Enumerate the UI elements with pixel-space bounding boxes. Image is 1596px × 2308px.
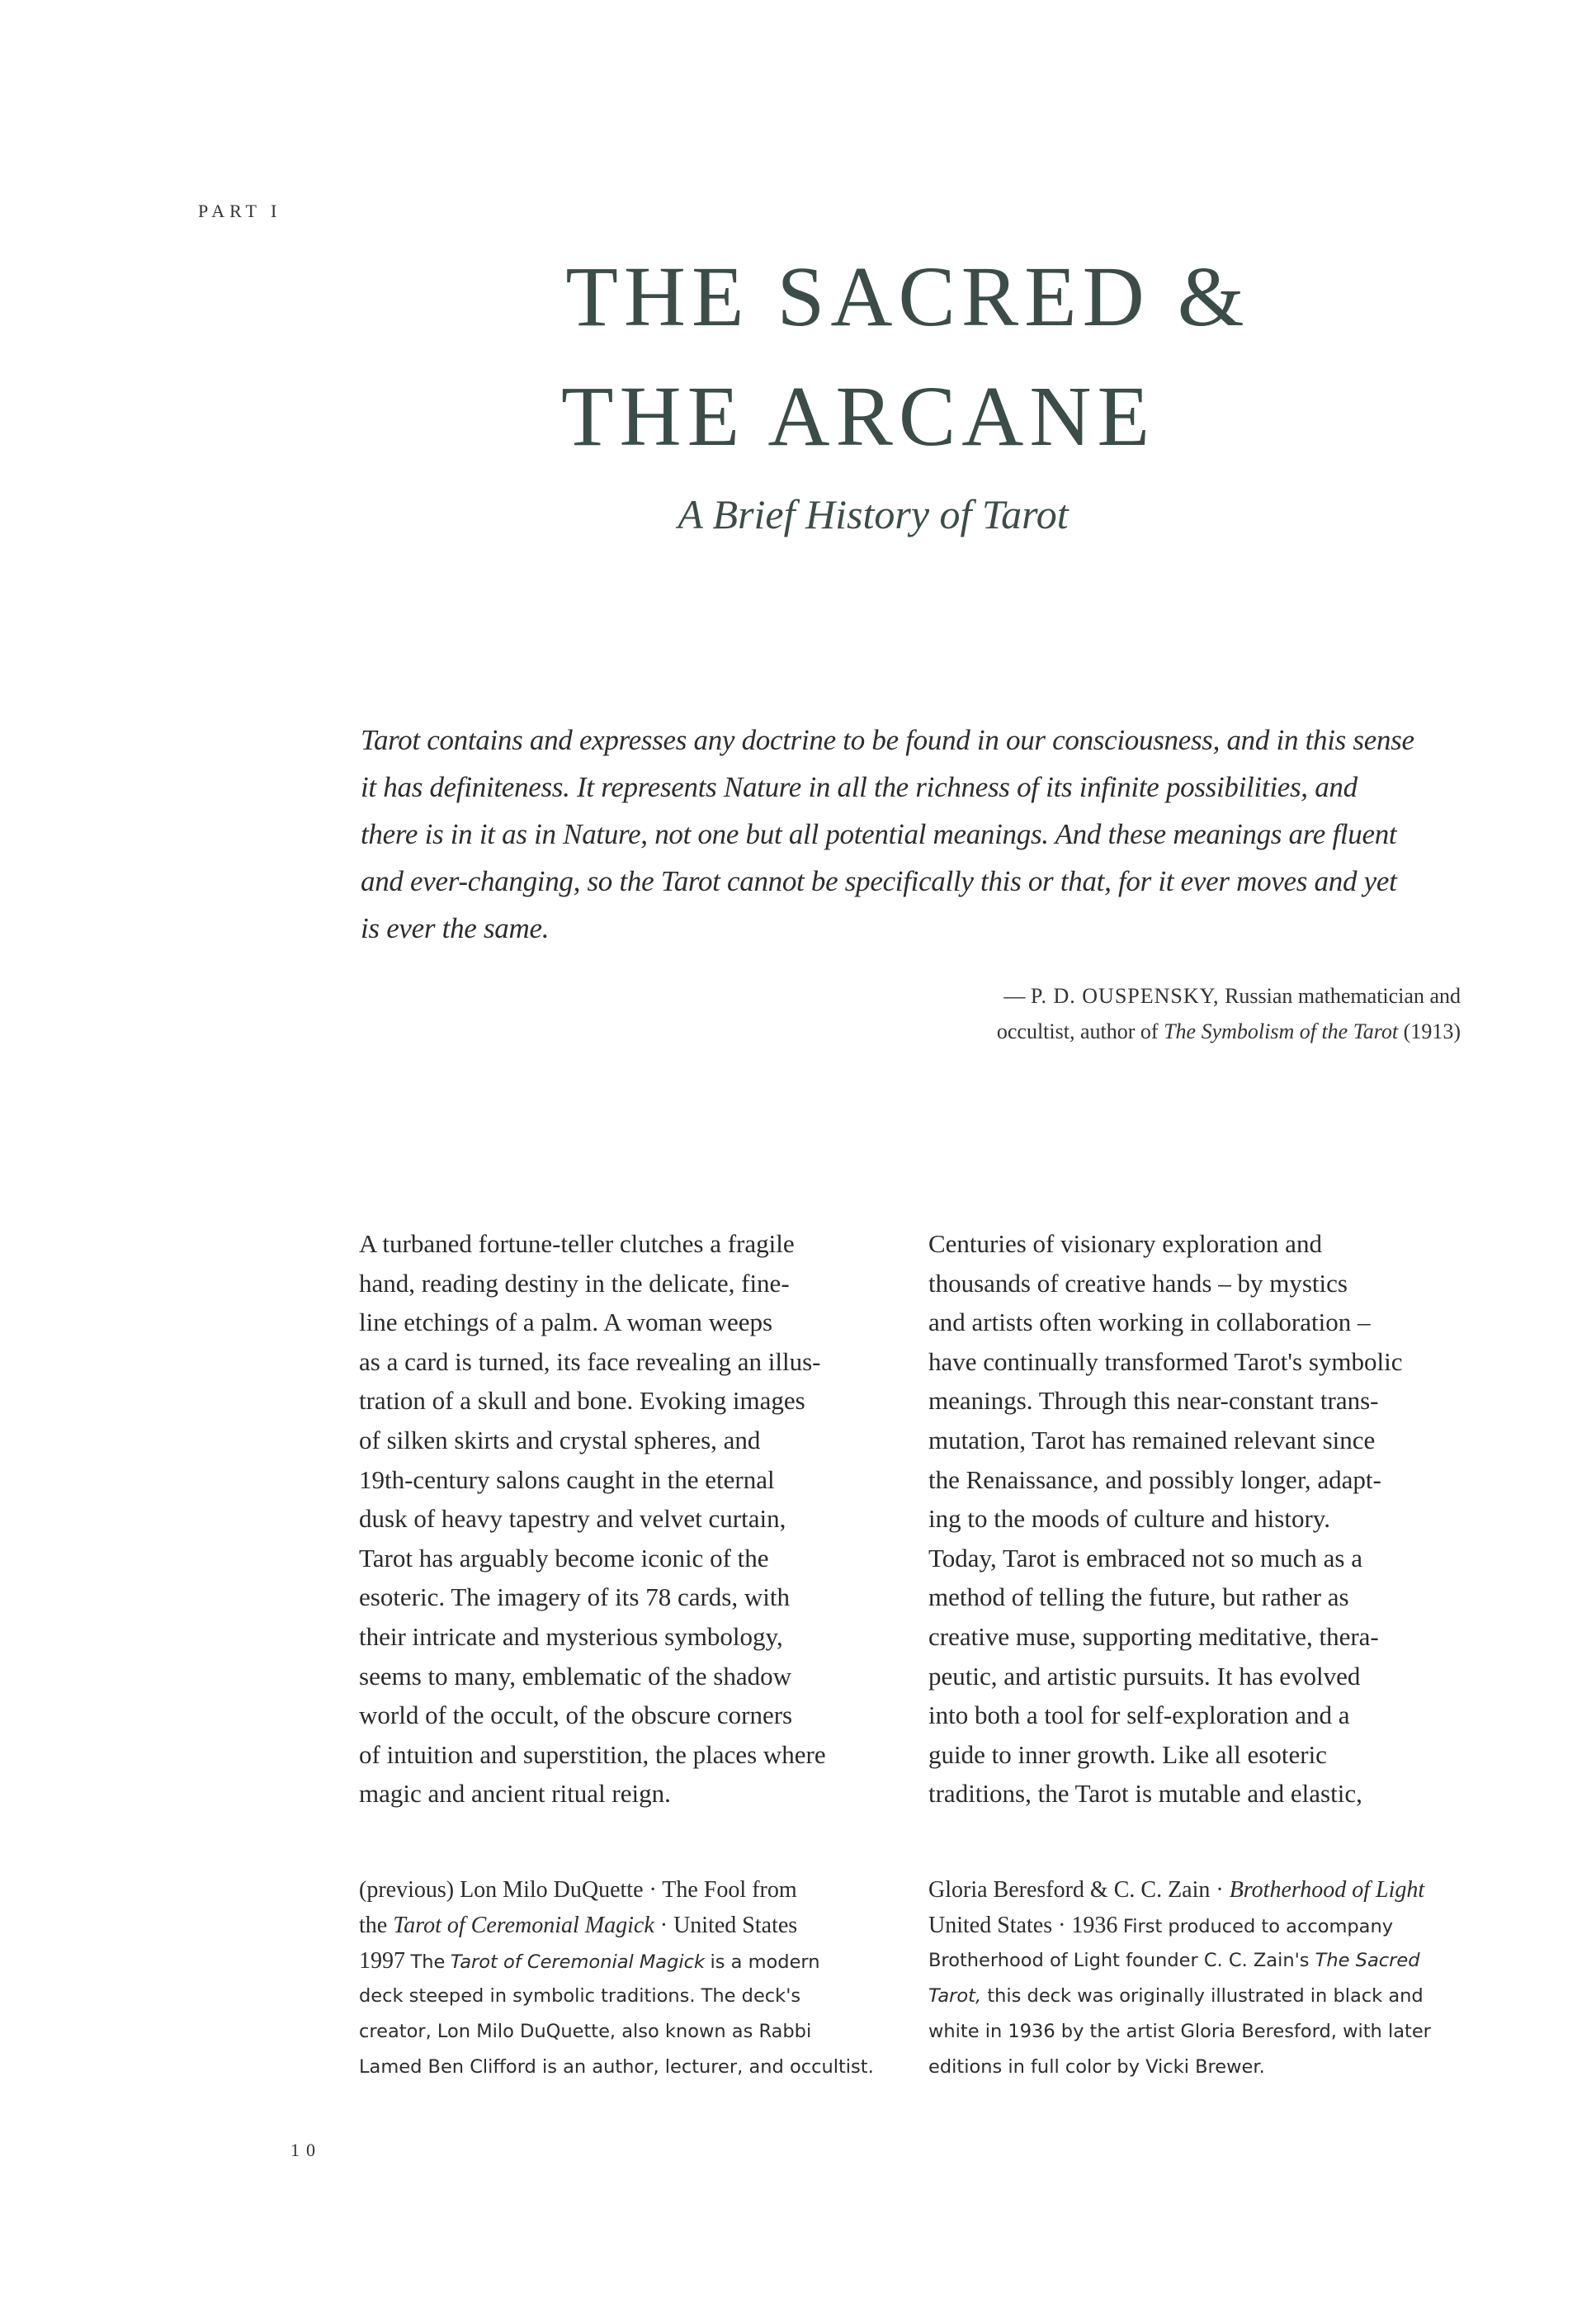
caption-line — [928, 1908, 1490, 1943]
part-label: PART I — [198, 201, 282, 221]
epigraph-attribution — [997, 978, 1461, 1049]
caption-text: United States · 1936 — [928, 1913, 1118, 1938]
body-column-right — [928, 1224, 1473, 1814]
caption-text: Gloria Beresford & C. C. Zain · — [928, 1877, 1224, 1903]
body-line: method of telling the future, but rather as — [928, 1582, 1349, 1612]
epigraph-line: there is in it as in Nature, not one but all potential meanings. And these meanings are fluent — [361, 818, 1397, 850]
body-line: mutation, Tarot has remained relevant since — [928, 1425, 1376, 1454]
body-line: creative muse, supporting meditative, thera- — [928, 1621, 1379, 1651]
caption-line — [359, 1908, 920, 1943]
caption-line: deck steeped in symbolic traditions. The deck's — [359, 1985, 801, 2007]
attribution-prefix: occultist, author of — [996, 1019, 1159, 1043]
attribution-line-2 — [997, 1014, 1461, 1049]
attribution-year: (1913) — [1403, 1019, 1461, 1043]
body-line: as a card is turned, its face revealing an illus- — [359, 1346, 821, 1376]
body-line: 19th-century salons caught in the eternal — [359, 1464, 775, 1494]
attribution-author: P. D. OUSPENSKY, — [1030, 984, 1220, 1008]
caption-right — [928, 1872, 1490, 2085]
caption-deck-title: Tarot of Ceremonial Magick — [450, 1951, 706, 1973]
body-line: dusk of heavy tapestry and velvet curtain, — [359, 1504, 786, 1534]
body-line: peutic, and artistic pursuits. It has evolved — [928, 1661, 1361, 1691]
caption-text: · United States — [659, 1913, 798, 1938]
body-line: into both a tool for self-exploration and a — [928, 1700, 1350, 1730]
chapter-subtitle: A Brief History of Tarot — [678, 491, 1069, 537]
body-line: A turbaned fortune-teller clutches a fragile — [359, 1229, 795, 1258]
body-line: their intricate and mysterious symbology, — [359, 1621, 783, 1651]
body-line: ing to the moods of culture and history. — [928, 1504, 1331, 1534]
caption-text: The — [410, 1951, 446, 1973]
body-line: tration of a skull and bone. Evoking images — [359, 1386, 805, 1416]
caption-line — [359, 1943, 920, 1979]
caption-line: (previous) Lon Milo DuQuette · The Fool from — [359, 1877, 797, 1903]
body-line: the Renaissance, and possibly longer, adapt- — [928, 1464, 1381, 1494]
body-line: line etchings of a palm. A woman weeps — [359, 1308, 773, 1337]
epigraph-line: it has definiteness. It represents Nature in all the richness of its infinite possibilities, and — [361, 771, 1358, 803]
caption-deck-title: Brotherhood of Light — [1229, 1877, 1425, 1903]
epigraph-line: and ever-changing, so the Tarot cannot be specifically this or that, for it ever moves and yet — [361, 865, 1397, 897]
epigraph-line: Tarot contains and expresses any doctrine to be found in our consciousness, and in this sense — [361, 724, 1414, 756]
page-number: 10 — [290, 2140, 322, 2160]
attribution-book-title: The Symbolism of the Tarot — [1164, 1019, 1399, 1043]
caption-line: white in 1936 by the artist Gloria Beresford, with later — [928, 2021, 1431, 2042]
body-line: esoteric. The imagery of its 78 cards, with — [359, 1582, 790, 1612]
caption-text: First produced to accompany — [1122, 1916, 1394, 1937]
caption-line — [928, 1979, 1490, 2014]
caption-line — [928, 1872, 1490, 1908]
body-line: have continually transformed Tarot's symbolic — [928, 1346, 1403, 1376]
body-line: Today, Tarot is embraced not so much as a — [928, 1543, 1362, 1573]
caption-text: Brotherhood of Light founder C. C. Zain's — [928, 1950, 1310, 1971]
body-line: and artists often working in collaboration – — [928, 1308, 1371, 1337]
body-line: meanings. Through this near-constant trans- — [928, 1386, 1379, 1416]
body-line: seems to many, emblematic of the shadow — [359, 1661, 791, 1691]
body-line: hand, reading destiny in the delicate, fine- — [359, 1268, 790, 1298]
body-line: traditions, the Tarot is mutable and elastic, — [928, 1779, 1362, 1809]
body-line: world of the occult, of the obscure corners — [359, 1700, 793, 1730]
chapter-title-line-2: THE ARCANE — [561, 369, 1155, 464]
caption-line: creator, Lon Milo DuQuette, also known as Rabbi — [359, 2021, 812, 2042]
caption-deck-title: Tarot of Ceremonial Magick — [393, 1913, 654, 1938]
caption-text: the — [359, 1913, 388, 1938]
body-line: Tarot has arguably become iconic of the — [359, 1543, 769, 1573]
chapter-title-line-1: THE SACRED & — [565, 249, 1250, 344]
caption-left — [359, 1872, 920, 2085]
attribution-description: Russian mathematician and — [1225, 984, 1461, 1008]
attribution-dash: — — [1003, 984, 1026, 1008]
body-line: Centuries of visionary exploration and — [928, 1229, 1322, 1258]
caption-line: editions in full color by Vicki Brewer. — [928, 2056, 1265, 2078]
caption-line: Lamed Ben Clifford is an author, lecturer, and occultist. — [359, 2056, 874, 2078]
attribution-line-1 — [997, 978, 1461, 1014]
body-line: magic and ancient ritual reign. — [359, 1779, 671, 1809]
caption-year: 1997 — [359, 1948, 405, 1974]
body-line: thousands of creative hands – by mystics — [928, 1268, 1348, 1298]
epigraph-line: is ever the same. — [361, 912, 550, 944]
caption-book-title: Tarot, — [928, 1985, 982, 2007]
body-line: guide to inner growth. Like all esoteric — [928, 1739, 1327, 1769]
epigraph-quote — [361, 717, 1458, 952]
body-line: of silken skirts and crystal spheres, and — [359, 1425, 761, 1454]
body-column-left — [359, 1224, 904, 1814]
caption-book-title: The Sacred — [1315, 1950, 1420, 1971]
body-line: of intuition and superstition, the places where — [359, 1739, 826, 1769]
caption-text: is a modern — [710, 1951, 820, 1973]
caption-line — [928, 1943, 1490, 1979]
caption-text: this deck was originally illustrated in black and — [987, 1985, 1424, 2007]
